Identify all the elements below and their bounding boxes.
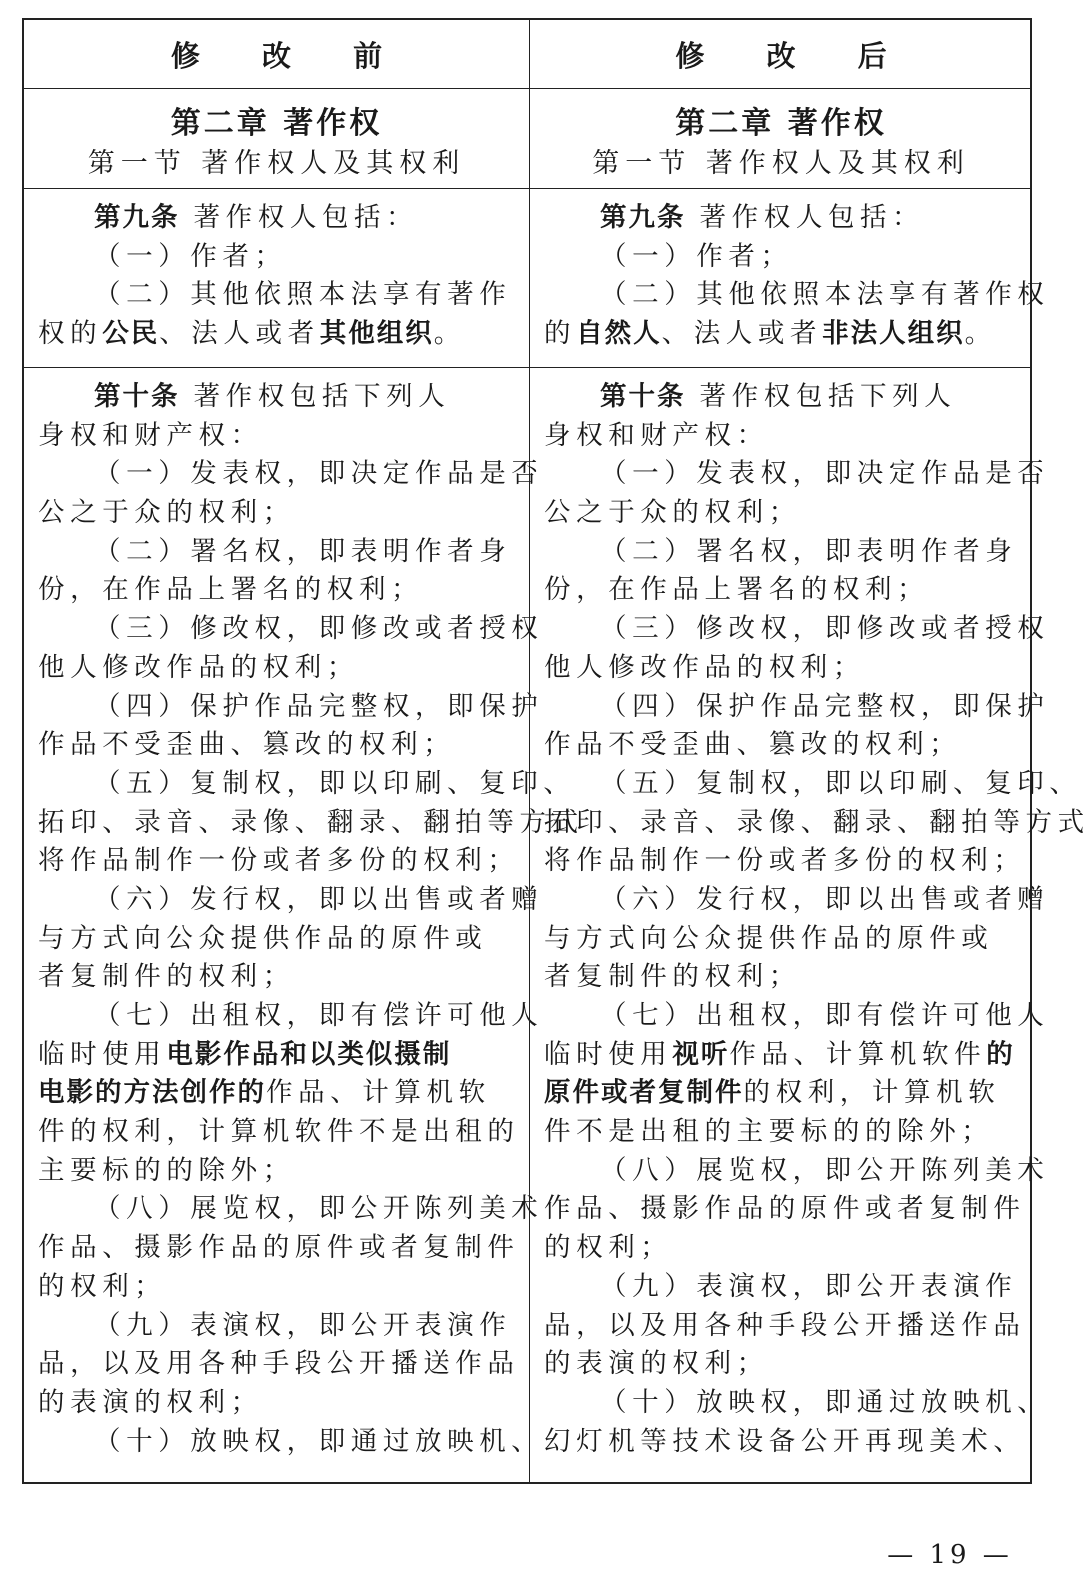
text-line — [544, 378, 1018, 417]
page-number: — 19 — — [887, 1540, 1013, 1570]
text-line — [38, 1074, 515, 1113]
text-line — [544, 610, 1050, 649]
text-line — [544, 649, 1018, 688]
text-run: （九）表演权，即公开表演作 — [600, 1270, 1018, 1302]
bold-text: 自然人 — [576, 318, 662, 350]
text-run: 作品、摄影作品的原件或者复制件 — [38, 1232, 520, 1264]
text-line — [38, 610, 544, 649]
text-run: 著作权包括下列人 — [179, 381, 451, 412]
bold-text: 的 — [986, 1038, 1015, 1070]
text-run: 作品、摄影作品的原件或者复制件 — [544, 1193, 1026, 1225]
header-before: 修 改 前 — [170, 38, 409, 73]
text-run: 份，在作品上署名的权利； — [544, 574, 930, 606]
text-run: （一）发表权，即决定作品是否 — [94, 458, 544, 490]
text-line — [38, 417, 515, 456]
text-run: （三）修改权，即修改或者授权 — [600, 613, 1050, 645]
text-run: 的权利； — [544, 1232, 673, 1264]
bold-text: 电影的方法创作的 — [38, 1077, 266, 1109]
bold-text: 第九条 — [600, 202, 686, 233]
text-line — [544, 1384, 1050, 1423]
text-line — [38, 1036, 515, 1075]
text-run: 作品不受歪曲、篡改的权利； — [38, 729, 456, 761]
text-line — [544, 1423, 1026, 1462]
text-line — [38, 920, 515, 959]
text-line — [544, 804, 1090, 843]
header-after: 修 改 后 — [675, 38, 913, 73]
text-run: 件不是出租的主要标的的除外； — [544, 1116, 994, 1148]
text-run: 件的权利，计算机软件不是出租的 — [38, 1116, 520, 1148]
text-run: 的权利，计算机软 — [743, 1077, 1001, 1109]
text-run: 者复制件的权利； — [544, 961, 801, 993]
text-line — [544, 276, 1050, 315]
bold-text: 公民 — [102, 318, 160, 350]
text-line — [544, 533, 1018, 572]
text-run: 份，在作品上署名的权利； — [38, 574, 424, 606]
chapter-title-before: 第二章 著作权 — [170, 106, 383, 141]
text-line — [544, 199, 1018, 238]
text-line — [38, 1423, 544, 1462]
bold-text: 视听 — [672, 1038, 730, 1070]
text-run: （二）署名权，即表明作者身 — [94, 535, 512, 567]
text-line — [544, 881, 1050, 920]
text-run: （四）保护作品完整权，即保护 — [94, 690, 544, 722]
text-line — [38, 378, 515, 417]
text-run: 将作品制作一份或者多份的权利； — [544, 845, 1026, 877]
text-run: 他人修改作品的权利； — [38, 651, 359, 683]
text-run: 著作权包括下列人 — [685, 381, 957, 412]
text-run: 品，以及用各种手段公开播送作品 — [38, 1348, 520, 1380]
text-line — [544, 1307, 1026, 1346]
text-run: （七）出租权，即有偿许可他人 — [600, 1000, 1050, 1031]
text-line — [544, 1229, 1018, 1268]
bold-text: 第十条 — [94, 381, 180, 412]
text-line — [38, 1268, 515, 1307]
text-line — [38, 238, 515, 277]
text-run: 的 — [544, 318, 577, 350]
text-line — [38, 958, 515, 997]
text-run: （八）展览权，即公开陈列美术 — [600, 1154, 1050, 1186]
text-line — [544, 726, 1018, 765]
text-run: 作品、计算机软 — [266, 1077, 491, 1109]
text-line — [38, 1384, 515, 1423]
text-run: （一）作者； — [94, 240, 287, 272]
text-run: 作品、计算机软件 — [729, 1038, 987, 1070]
text-run: 著作权人包括： — [685, 202, 925, 233]
text-line — [38, 276, 515, 315]
article-9-row — [24, 189, 1050, 368]
text-run: 的表演的权利； — [544, 1348, 769, 1380]
text-line — [38, 533, 515, 572]
text-line — [38, 199, 515, 238]
bold-text: 第十条 — [600, 381, 686, 412]
text-run: 作品不受歪曲、篡改的权利； — [544, 729, 962, 761]
text-line — [544, 494, 1018, 533]
text-line — [38, 726, 515, 765]
text-line — [544, 1268, 1018, 1307]
text-line — [38, 688, 544, 727]
text-line — [38, 1113, 520, 1152]
bold-text: 其他组织 — [319, 318, 434, 350]
text-run: 的表演的权利； — [38, 1386, 263, 1418]
article-9-before — [38, 199, 515, 354]
article-10-row — [24, 368, 1090, 1482]
text-line — [38, 765, 576, 804]
text-line — [544, 417, 1018, 456]
text-run: 幻灯机等技术设备公开再现美术、 — [544, 1425, 1026, 1457]
text-line — [544, 1074, 1018, 1113]
text-run: 公之于众的权利； — [38, 497, 295, 529]
chapter-title-after: 第二章 著作权 — [675, 106, 887, 141]
text-run: （六）发行权，即以出售或者赠 — [600, 883, 1050, 915]
text-line — [544, 842, 1026, 881]
text-run: （六）发行权，即以出售或者赠 — [94, 883, 544, 915]
text-run: （九）表演权，即公开表演作 — [94, 1309, 512, 1341]
text-line — [544, 1190, 1026, 1229]
text-line — [544, 920, 1018, 959]
article-10-before — [38, 378, 584, 1461]
text-run: 与方式向公众提供作品的原件或 — [544, 922, 994, 954]
text-run: 临时使用 — [544, 1038, 673, 1070]
text-run: （七）出租权，即有偿许可他人 — [94, 1000, 544, 1031]
text-line — [38, 455, 544, 494]
text-line — [544, 1345, 1018, 1384]
text-line — [38, 315, 515, 354]
text-run: （五）复制权，即以印刷、复印、 — [94, 767, 576, 799]
text-line — [544, 238, 1018, 277]
text-run: 身权和财产权： — [544, 419, 769, 451]
chapter-row — [24, 89, 1030, 189]
text-run: 。 — [433, 318, 466, 350]
text-line — [38, 1152, 515, 1191]
text-run: （一）发表权，即决定作品是否 — [600, 458, 1050, 490]
text-line — [38, 1345, 520, 1384]
text-run: 、法人或者 — [661, 318, 823, 350]
bold-text: 第九条 — [94, 202, 180, 233]
text-run: （五）复制权，即以印刷、复印、 — [600, 767, 1082, 799]
text-run: （四）保护作品完整权，即保护 — [600, 690, 1050, 722]
text-run: 拓印、录音、录像、翻录、翻拍等方式 — [544, 806, 1090, 838]
text-line — [544, 765, 1082, 804]
text-line — [544, 997, 1050, 1036]
text-line — [38, 997, 544, 1036]
text-line — [38, 881, 544, 920]
text-run: 的权利； — [38, 1270, 167, 1302]
text-run: 。 — [964, 318, 997, 350]
text-run: （三）修改权，即修改或者授权 — [94, 613, 544, 645]
text-run: 身权和财产权： — [38, 419, 263, 451]
section-title-after: 第一节 著作权人及其权利 — [592, 148, 970, 179]
bold-text: 电影作品和以类似摄制 — [166, 1038, 452, 1070]
text-run: 主要标的的除外； — [38, 1154, 295, 1186]
text-line — [38, 571, 515, 610]
text-run: 者复制件的权利； — [38, 961, 295, 993]
text-line — [38, 804, 584, 843]
text-line — [544, 1036, 1018, 1075]
section-title-before: 第一节 著作权人及其权利 — [87, 148, 466, 179]
header-row — [24, 20, 1030, 89]
text-line — [38, 842, 520, 881]
text-line — [544, 688, 1050, 727]
column-divider — [529, 20, 530, 1482]
text-line — [544, 571, 1018, 610]
text-run: （十）放映权，即通过放映机、 — [600, 1386, 1050, 1418]
text-line — [544, 1113, 1018, 1152]
article-9-after — [544, 199, 1050, 354]
bold-text: 非法人组织 — [822, 318, 965, 350]
text-line — [38, 649, 515, 688]
text-run: 公之于众的权利； — [544, 497, 801, 529]
text-run: 拓印、录音、录像、翻录、翻拍等方式 — [38, 806, 584, 838]
text-run: 著作权人包括： — [179, 202, 419, 233]
text-line — [544, 315, 1018, 354]
text-run: 、法人或者 — [159, 318, 320, 350]
comparison-table — [22, 18, 1090, 1484]
text-line — [38, 494, 515, 533]
text-run: （八）展览权，即公开陈列美术 — [94, 1193, 544, 1225]
text-run: 品，以及用各种手段公开播送作品 — [544, 1309, 1026, 1341]
bold-text: 原件或者复制件 — [544, 1077, 744, 1109]
text-run: （一）作者； — [600, 240, 793, 272]
text-run: 与方式向公众提供作品的原件或 — [38, 922, 488, 954]
article-10-after — [544, 378, 1090, 1461]
text-run: 临时使用 — [38, 1038, 167, 1070]
text-run: 权的 — [38, 318, 103, 350]
text-line — [544, 455, 1050, 494]
text-line — [544, 1152, 1050, 1191]
text-run: （二）其他依照本法享有著作 — [94, 279, 512, 311]
text-line — [38, 1307, 515, 1346]
text-run: （十）放映权，即通过放映机、 — [94, 1425, 544, 1457]
text-line — [38, 1190, 544, 1229]
text-run: 他人修改作品的权利； — [544, 651, 865, 683]
text-line — [544, 958, 1018, 997]
text-line — [38, 1229, 520, 1268]
text-run: （二）署名权，即表明作者身 — [600, 535, 1018, 567]
text-run: （二）其他依照本法享有著作权 — [600, 279, 1050, 311]
text-run: 将作品制作一份或者多份的权利； — [38, 845, 520, 877]
